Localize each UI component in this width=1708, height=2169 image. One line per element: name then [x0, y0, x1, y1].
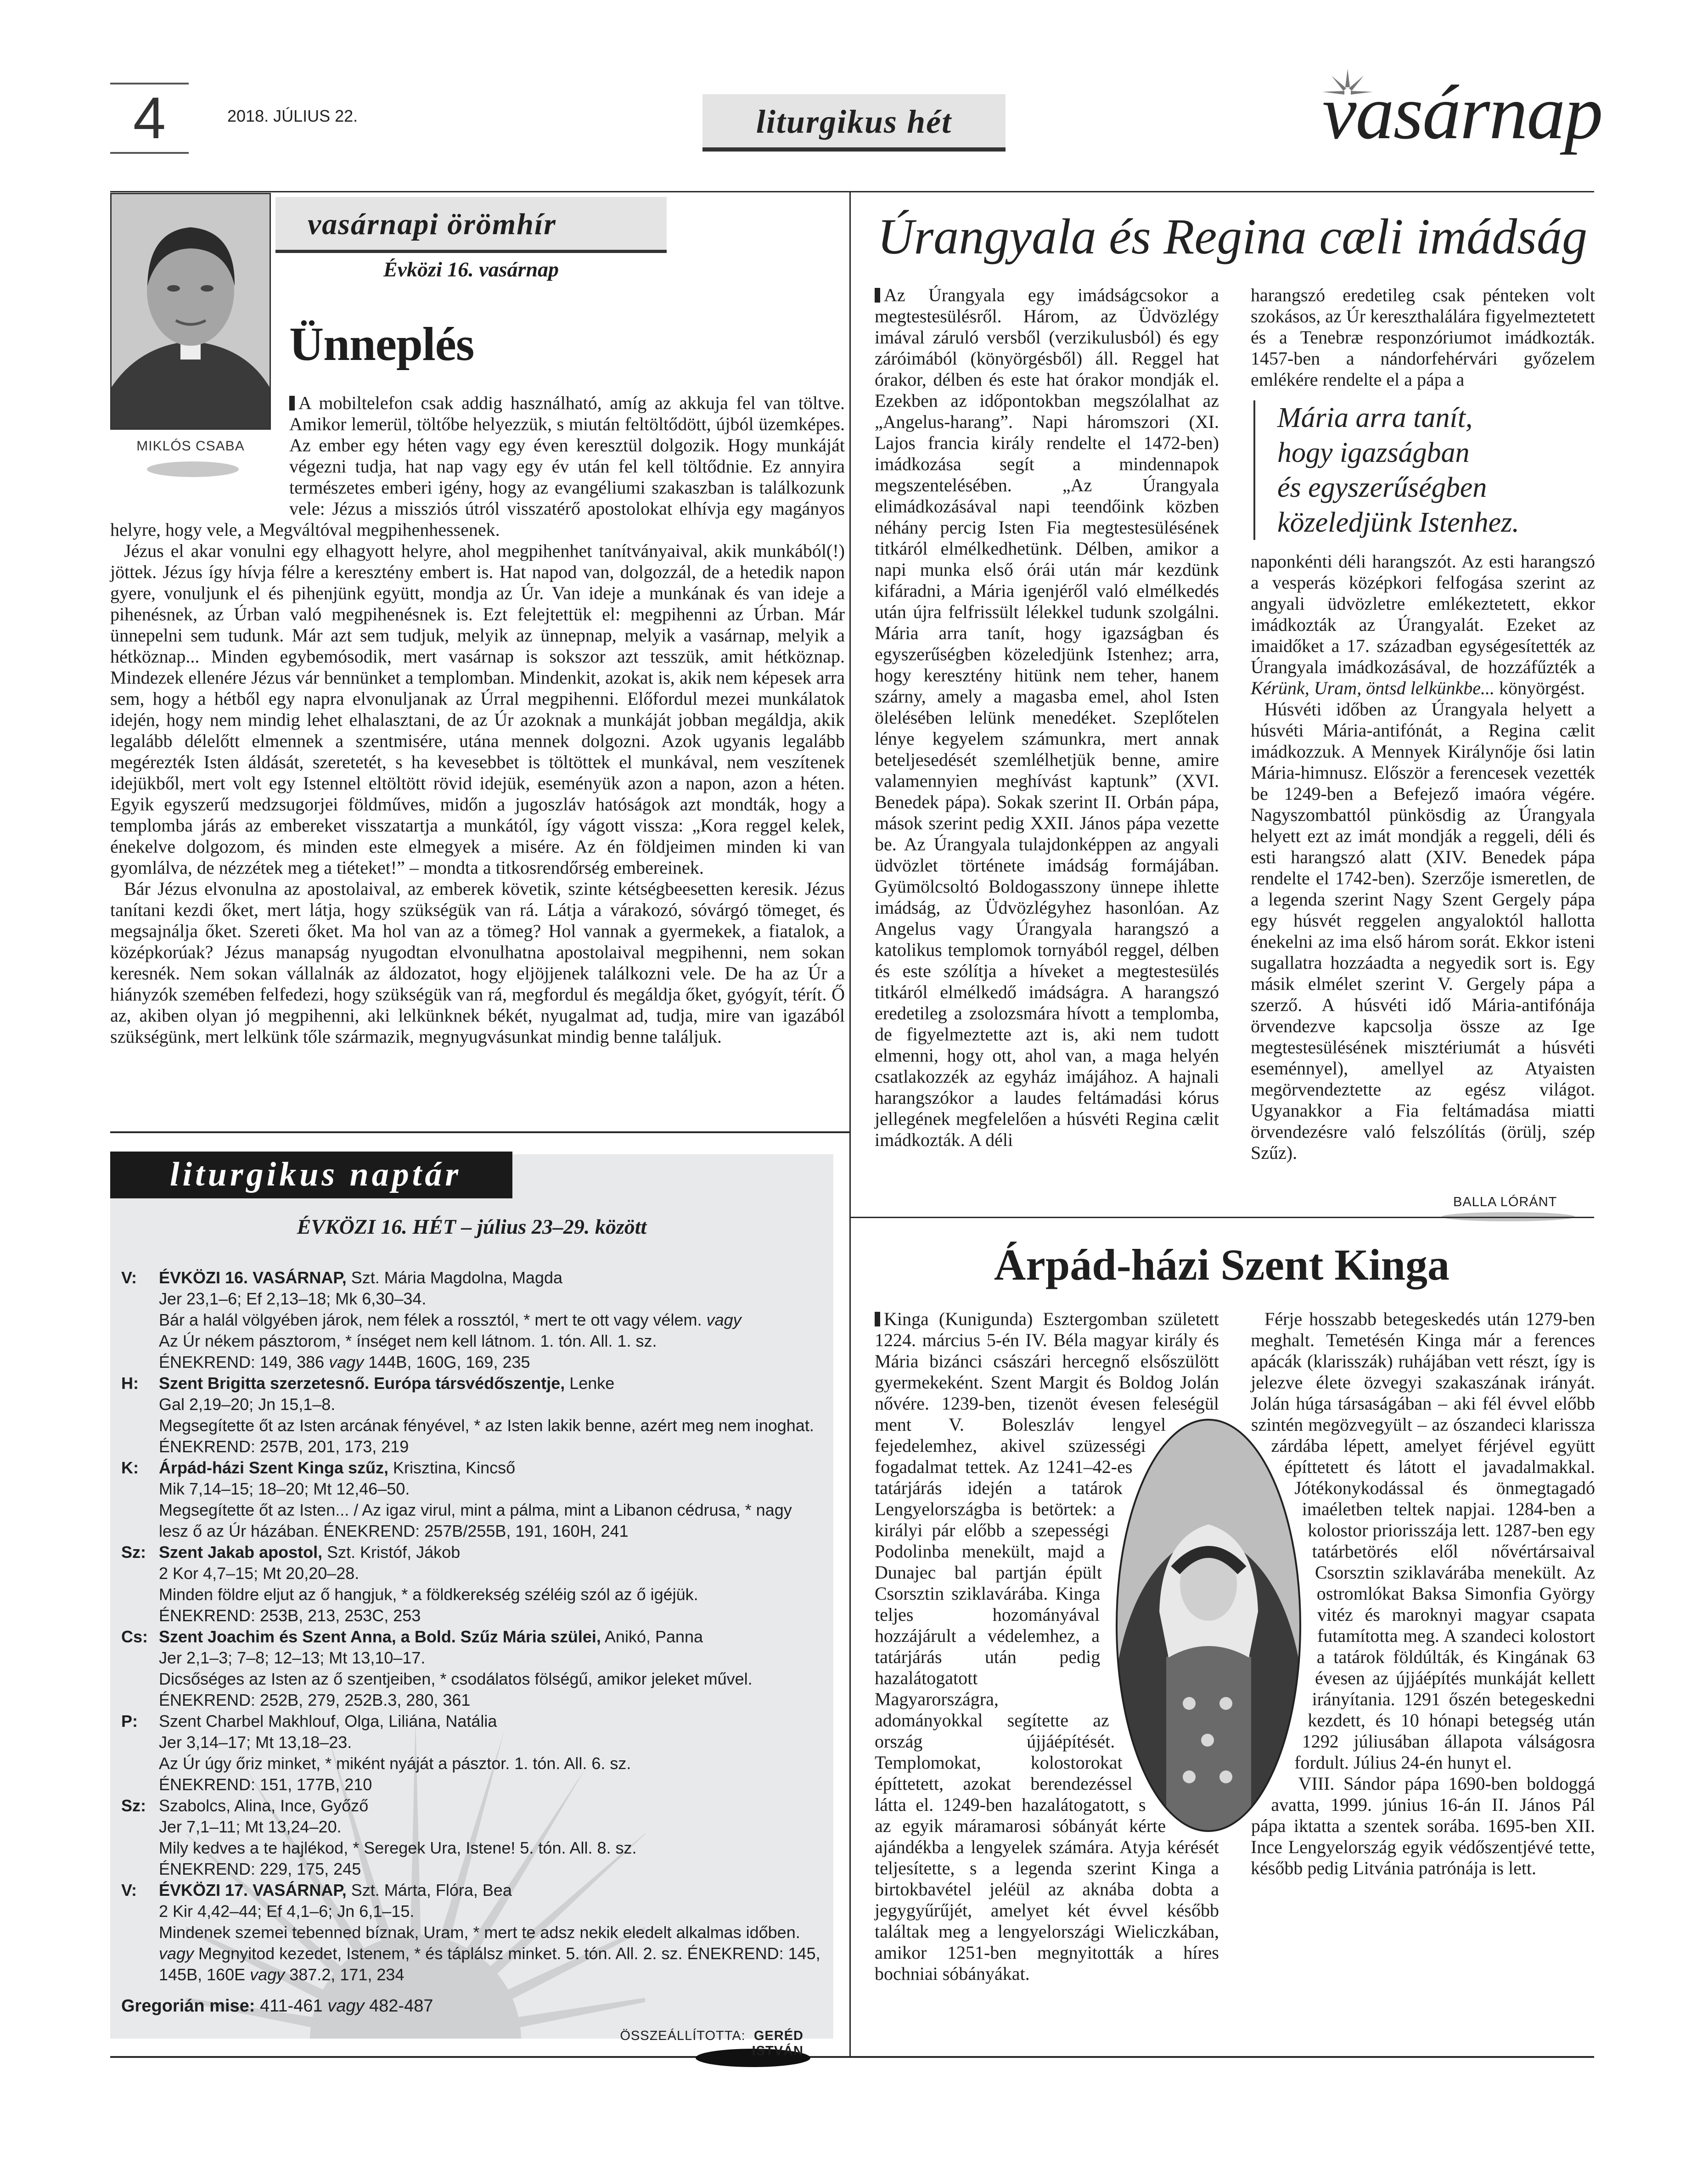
section-title: liturgikus hét [702, 94, 1006, 152]
day-label: K: [121, 1458, 139, 1477]
calendar-title: liturgikus naptár [110, 1152, 512, 1198]
article-subtitle: Évközi 16. vasárnap [383, 258, 559, 281]
readings: Jer 7,1–11; Mt 13,24–20. [159, 1817, 342, 1836]
paragraph: A mobiltelefon csak addig használható, amíg az akkuja fel van töltve. Amikor lemerül, töltőbe helyezzük, s miután feltöltődött, újból üzemképes. Az ember egy héten vagy egy éven keresztül dolgozik. Hogy munkáját végezni tudja, hat nap vagy egy év után fel kell töltődnie. Ez annyira természetes emberi igény, hogy az evangéliumi szakaszban is találkozunk vele: Jézus a missziós útról visszatérő apostolokat elhívja egy magányos helyre, hogy vele, a Megváltóval megpihenhessenek. [110, 393, 845, 540]
section-divider [110, 1131, 850, 1133]
author-name: MIKLÓS CSABA [136, 438, 245, 454]
bottom-rule [110, 2056, 1594, 2058]
feast-title: Szent Brigitta szerzetesnő. Európa társvédőszentje, Lenke [159, 1374, 615, 1393]
header-divider [110, 191, 1594, 192]
antiphon-line: Megsegítette őt az Isten arcának fényével, * az Isten lakik benne, azért meg nem inoghat. ÉNEKREND: 257B, 201, 173, 219 [159, 1416, 814, 1456]
readings: 2 Kor 4,7–15; Mt 20,20–28. [159, 1564, 360, 1583]
day-label: P: [121, 1712, 138, 1731]
antiphon-line: Az Úr úgy őriz minket, * miként nyáját a pásztor. 1. tón. All. 6. sz. [159, 1754, 631, 1773]
page-number: 4 [110, 83, 189, 154]
feast-title: Szabolcs, Alina, Ince, Győző [159, 1796, 369, 1815]
feast-title: ÉVKÖZI 17. VASÁRNAP, Szt. Márta, Flóra, Bea [159, 1881, 512, 1899]
readings: Jer 2,1–3; 7–8; 12–13; Mt 13,10–17. [159, 1648, 426, 1667]
paragraph: naponkénti déli harangszót. Az esti harangszó a vesperás középkori felfogása szerint az angyali üdvözletre emlékeztetett, ekkor imádkozták az Úrangyalát. Ezeket az imaidőket a 17. században egységesítették az Úrangyala imádkozásával, de hozzáfűzték a Kérünk, Uram, öntsd lelkünkbe... könyörgést. [1251, 551, 1595, 698]
article-column-2 [1251, 285, 1595, 1163]
article-title: Úrangyala és Regina cæli imádság [877, 208, 1587, 264]
antiphon-line: Mily kedves a te hajlékod, * Seregek Ura, Istene! 5. tón. All. 8. sz. [159, 1838, 637, 1857]
entry-body [159, 1373, 824, 1457]
antiphon-line: ÉNEKREND: 149, 386 vagy 144B, 160G, 169, 235 [159, 1353, 530, 1371]
entry-body [159, 1267, 824, 1373]
day-label: V: [121, 1268, 137, 1287]
feast-title: Árpád-házi Szent Kinga szűz, Krisztina, Kincső [159, 1458, 516, 1477]
article-column-2 [1251, 1309, 1595, 1879]
section-divider [850, 1217, 1594, 1218]
column-divider [849, 191, 851, 2057]
paragraph: Kinga (Kunigunda) Esztergomban született 1224. március 5-én IV. Béla magyar király és Mária bizánci császári hercegnő elsőszülött gyermekeként. Szent Margit és Boldog Jolán nővére. 1239-ben, tizenöt évesen feleségül ment V. Boleszláv lengyel fejedelemhez, akivel szüzességi fogadalmat tettek. Az 1241–42-es tatárjárás idején a tatárok Lengyelországba is betörtek: a királyi pár előbb a szepességi Podolinba menekült, majd a Dunajec bal partján épült Csorsztin sziklavárába. Kinga teljes hozományával hozzájárult a védelemhez, a tatárjárás után pedig hazalátogatott Magyarországra, adományokkal segítette az ország újjáépítését. Templomokat, kolostorokat építtetett, azokat berendezéssel látta el. 1249-ben hazalátogatott, s az egyik máramarosi sóbányát kérte ajándékba a lengyelek számára. Atyja kérését teljesítette, s a legenda szerint Kinga a birtokbavétel jeléül az aknába dobta a jegygyűrűjét, amelyet két évvel később találtak meg a lengyelországi Wieliczkában, amikor 1251-ben megnyitották a híres bochniai sóbányákat. [875, 1309, 1219, 1984]
calendar-entries [121, 1267, 824, 2017]
readings: 2 Kir 4,42–44; Ef 4,1–6; Jn 6,1–15. [159, 1902, 415, 1921]
readings: Jer 23,1–6; Ef 2,13–18; Mk 6,30–34. [159, 1289, 427, 1308]
calendar-entry [121, 1542, 824, 1626]
antiphon-line: Dicsőséges az Isten az ő szentjeiben, * csodálatos fölségű, amikor jeleket művel. ÉNEKREND: 252B, 279, 252B.3, 280, 361 [159, 1669, 753, 1709]
antiphon-line: ÉNEKREND: 229, 175, 245 [159, 1860, 361, 1878]
paragraph: harangszó eredetileg csak pénteken volt szokásos, az Úr kereszthalálára figyelmeztetett és a Tenebræ responzóriumot imádkozták. 1457-ben a nándorfehérvári győzelem emlékére rendelte el a pápa a [1251, 285, 1595, 390]
paragraph: Bár Jézus elvonulna az apostolaival, az emberek követik, szinte kétségbeesetten keresik. Jézus tanítani kezdi őket, mert látja, hogy szükségük van rá. Látja a várakozó, sóvárgó tömeget, és megsajnálja őket. Szereti őket. Ma hol van az a tömeg? Hol vannak a gyermekek, a fiatalok, a középkorúak? Jézus manapság nyugodtan elvonulhatna apostolaival megpihenni, nem sokan keresnék. Nem sokan vállalnák az áldozatot, hogy eljöjjenek találkozni vele. De ha az Úr a hiányzók szemében felfedezi, hogy szükségük van rá, megfordul és megáldja őket, gyógyít, térít. Ő az, akiben olyan jó megpihenni, aki lelkünknek békét, nyugalmat ad, tudja, mire van igazából szükségünk, mert lelkünk tőle származik, megnyugvásunkat mindig benne találjuk. [110, 878, 845, 1047]
antiphon-line: Az Úr nékem pásztorom, * ínséget nem kell látnom. 1. tón. All. 1. sz. [159, 1332, 657, 1350]
antiphon-line: Megsegítette őt az Isten... / Az igaz virul, mint a pálma, mint a Libanon cédrusa, * nagy lesz ő az Úr házában. ÉNEKREND: 257B/255B, 191, 160H, 241 [159, 1500, 792, 1540]
article-title: Árpád-házi Szent Kinga [994, 1240, 1450, 1289]
entry-body [159, 1542, 824, 1626]
article-author: BALLA LÓRÁNT [1453, 1195, 1557, 1209]
article-column-1 [875, 1309, 1219, 1984]
paragraph-marker-icon [875, 1312, 880, 1326]
entry-body [159, 1626, 824, 1711]
calendar-entry [121, 1626, 824, 1711]
column-title: vasárnapi örömhír [275, 197, 667, 253]
day-label: V: [121, 1881, 137, 1899]
gregorian-mass: Gregorián mise: 411-461 vagy 482-487 [121, 1996, 433, 2016]
calendar-entry [121, 1880, 824, 1985]
paragraph-marker-icon [875, 288, 880, 303]
paragraph: Jézus el akar vonulni egy elhagyott helyre, ahol megpihenhet tanítványaival, akik munkából(!) jöttek. Jézus így hívja félre a keresztény embert is. Hat napod van, dolgozzál, de a hetedik napon gyere, vonuljunk el és pihenjünk együtt, mondja az Úr. Van ideje a munkának és van ideje a pihenésnek, az Úrban való megpihenésnek is. Ezt felejtettük el: megpihenni az Úrban. Már ünnepelni sem tudunk. Már azt sem tudjuk, melyik az ünnepnap, melyik a vasárnap, melyik a hétköznap... Minden egybemósodik, mert vasárnap is sokszor azt tesszük, amit hétköznap. Mindezek ellenére Jézus vár bennünket a templomban. Mindenkit, azokat is, akik nem képesek arra sem, hogy a hétből egy napra elvonuljanak az Úrral megpihenni. Előfordul mezei munkálatok idején, hogy nem mindig lehet elhalasztani, de az Úr azoknak a munkáját jobban megáldja, akik legalább délelőtt elmennek a szentmisére, utána mennek dolgozni. Azok ugyanis legalább megérezték Isten áldását, szeretetét, s ha kevesebbet is töltöttek el munkával, nem veszítenek idejükből, mert volt egy Istennel eltöltött rövid idejük, eseményük azon a napon, azon a héten. Egyik egyszerű medzsugorjei földműves, midőn a jugoszláv hatóságok azt mondták, hogy a templomba járás az embereket visszatartja a munkától, így vágott vissza: „Kora reggel kelek, énekelve dolgozom, és minden este elmegyek a misére. Az én földjeimen minden ki van gyomlálva, de nézzétek meg a tiéteket!” – mondta a titkosrendőrség embereinek. [110, 540, 845, 878]
antiphon-line: ÉNEKREND: 151, 177B, 210 [159, 1775, 372, 1794]
antiphon-line: Mindenek szemei tebenned bíznak, Uram, * mert te adsz nekik eledelt alkalmas időben. vagy Megnyitod kezedet, Istenem, * és táplálsz minket. 5. tón. All. 2. sz. ÉNEKREND: 145, 145B, 160E vagy 387.2, 171, 234 [159, 1923, 820, 1984]
article-body [110, 393, 845, 1047]
pull-quote: Mária arra tanít, hogy igazságban és egyszerűségben közeledjünk Istenhez. [1253, 400, 1593, 540]
readings: Mik 7,14–15; 18–20; Mt 12,46–50. [159, 1479, 410, 1498]
entry-body [159, 1711, 824, 1795]
feast-title: Szent Joachim és Szent Anna, a Bold. Szűz Mária szülei, Anikó, Panna [159, 1627, 703, 1646]
logo-text: vasárnap [1322, 70, 1602, 155]
paragraph: VIII. Sándor pápa 1690-ben boldoggá avatta, 1999. június 16-án II. János Pál pápa iktatta a szentek sorába. 1695-ben XII. Ince Lengyelország egyik védőszentjévé tette, később pedig Litvánia patrónája is lett. [1251, 1773, 1595, 1878]
article-column-1 [875, 285, 1219, 1151]
entry-body [159, 1457, 824, 1542]
day-label: Sz: [121, 1543, 146, 1562]
issue-date: 2018. JÚLIUS 22. [227, 107, 358, 125]
calendar-entry [121, 1267, 824, 1373]
feast-title: Szent Jakab apostol, Szt. Kristóf, Jákob [159, 1543, 461, 1562]
readings: Gal 2,19–20; Jn 15,1–8. [159, 1395, 336, 1414]
antiphon-line: ÉNEKREND: 253B, 213, 253C, 253 [159, 1606, 421, 1625]
calendar-entry [121, 1373, 824, 1457]
feast-title: ÉVKÖZI 16. VASÁRNAP, Szt. Mária Magdolna, Magda [159, 1268, 563, 1287]
paragraph: Húsvéti időben az Úrangyala helyett a húsvéti Mária-antifónát, a Regina cælit imádkozzuk. A Mennyek Királynője ősi latin Mária-himnusz. Először a ferencesek vezették be 1249-ben a Befejező imaóra végére. Nagyszombattól pünkösdig az Úrangyala helyett ezt az imát mondják a reggeli, déli és esti harangszó alatt (XIV. Benedek pápa rendelte el 1742-ben). Szerzője ismeretlen, de a legenda szerint Nagy Szent Gergely pápa egy húsvét reggelen angyaloktól hallotta énekelni az ima első három sorát. Ekkor isteni sugallatra hozzáadta a negyedik sort is. Egy másik elmélet szerint V. Gergely pápa a szerző. A húsvéti idő Mária-antifónája örvendezve kapcsolja össze az Ige megtestesülésének misztériumát a húsvéti eseménnyel), amellyel az Atyaisten megörvendeztette az egész világot. Ugyanakkor a Fia feltámadása miatti örvendezésre való felszólítás (örülj, szép Szűz). [1251, 699, 1595, 1163]
day-label: Sz: [121, 1796, 146, 1815]
entry-body [159, 1880, 824, 1985]
calendar-subtitle: ÉVKÖZI 16. HÉT – július 23–29. között [297, 1215, 647, 1238]
calendar-entry [121, 1795, 824, 1880]
paragraph: Az Úrangyala egy imádságcsokor a megtestesülésről. Három, az Üdvözlégy imával záruló versből (verzikulusból) és egy záróimából (könyörgésből) áll. Reggel hat órakor, délben és este hat órakor mondják el. Ezekben az időpontokban megszólalhat az „Angelus-harang”. Napi háromszori (XI. Lajos francia király rendelte el 1472-ben) imádkozása segít a mindennapok megszentelésében. „Az Úrangyala elimádkozásával napi teendőink közben néhány percig Isten Fia megtestesülésének titkáról elmélkedhetünk. Délben, amikor a napi munka első órái után már kezdünk kifáradni, a Mária igenjéről való elmélkedés után újra felfrissült lélekkel tudunk szolgálni. Mária arra tanít, hogy igazságban és egyszerűségben közeledjünk Istenhez; arra, hogy keresztény hitünk nem teher, hanem szárny, amely a magasba emel, ahol Isten ölelésében lelünk menedéket. Szeplőtelen lénye kegyelem számunkra, mert annak beteljesedését szemlélhetjük benne, amire valamennyien meghívást kaptunk” (XVI. Benedek pápa). Sokak szerint II. Orbán pápa, mások szerint pedig XXII. János pápa vezette be. Az Úrangyala tulajdonképpen az angyali üdvözlet története imádság formájában. Gyümölcsoltó Boldogasszony ünnepe ihlette imádság, az Üdvözlégyhez hasonlóan. Az Angelus vagy Úrangyala harangszó a katolikus templomok tornyából reggel, délben és este szólítja a híveket a megtestesülés titkáról elmélkedő imádságra. A harangszó eredetileg a zsolozsmára hívott a templomba, de figyelmeztette azt is, aki nem tudott elmenni, hogy ott, ahol van, a maga helyén csatlakozzék az egyház imájához. A hajnali harangszókor a laudes feltámadási kórus jellegének megfelelően a húsvéti Regina cælit imádkozták. A déli [875, 285, 1219, 1150]
day-label: Cs: [121, 1627, 148, 1646]
entry-body [159, 1795, 824, 1880]
calendar-entry [121, 1457, 824, 1542]
compiled-by: ÖSSZEÁLLÍTOTTA: GERÉD ISTVÁN [620, 2029, 803, 2058]
article-title: Ünneplés [289, 318, 474, 371]
feast-title: Szent Charbel Makhlouf, Olga, Liliána, Natália [159, 1712, 497, 1731]
antiphon-line: Minden földre eljut az ő hangjuk, * a földkerekség széléig szól az ő igéjük. [159, 1585, 698, 1604]
day-label: H: [121, 1374, 139, 1393]
antiphon-line: Bár a halál völgyében járok, nem félek a rossztól, * mert te ott vagy vélem. vagy [159, 1310, 742, 1329]
paragraph-marker-icon [289, 396, 295, 410]
calendar-entry [121, 1711, 824, 1795]
newspaper-logo [1322, 69, 1602, 156]
paragraph: Férje hosszabb betegeskedés után 1279-ben meghalt. Temetésén Kinga már a ferences apácák (klarisszák) ruhájában vett részt, így is jelezve élete özvegyi szakaszának irányát. Jolán húga társaságában – aki fél évvel előbb szintén megözvegyült – az ószandeci klarissza zárdába lépett, amelyet férjével együtt építtetett és látott el javadalmakkal. Jótékonykodással és önmegtagadó imaéletben teltek napjai. 1284-ben a kolostor priorisszája lett. 1287-ben egy tatárbetörés elől nővértársaival Csorsztin sziklavárába menekült. Az ostromlókat Baksa Simonfia György vitéz és maroknyi magyar csapata futamította meg. A szandeci kolostort a tatárok földúlták, és Kingának 63 évesen az újjáépítés munkáját kellett irányítania. 1291 őszén betegeskedni kezdett, és 10 hónapi betegség után 1292 júliusában állapota válságosra fordult. Július 24-én hunyt el. [1251, 1309, 1595, 1773]
readings: Jer 3,14–17; Mt 13,18–23. [159, 1733, 352, 1752]
